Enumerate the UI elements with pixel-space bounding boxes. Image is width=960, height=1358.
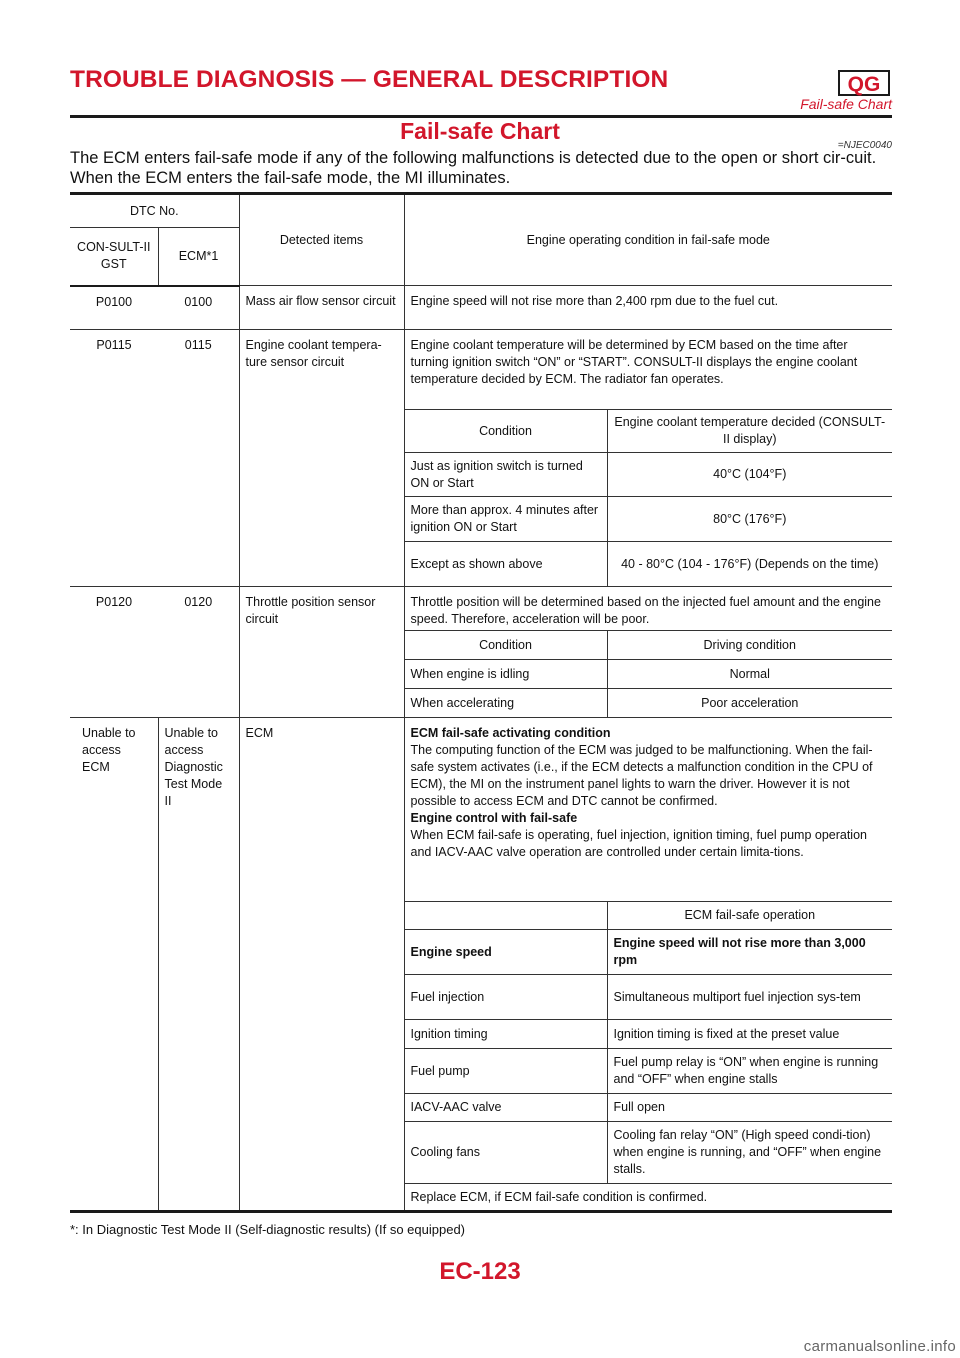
table-row <box>70 286 892 330</box>
sub-condition: Ignition timing <box>404 1020 607 1049</box>
sub-value: 40°C (104°F) <box>607 453 892 497</box>
header-subtitle: Fail-safe Chart <box>800 96 892 112</box>
sub-condition: Fuel injection <box>404 975 607 1020</box>
sub-value: Ignition timing is fixed at the preset value <box>607 1020 892 1049</box>
table-row <box>70 330 892 410</box>
detected-item: Throttle position sensor circuit <box>239 587 404 718</box>
table-row <box>70 587 892 631</box>
engine-condition-header: Engine operating condition in fail-safe mode <box>404 194 892 286</box>
dtc-ecm: 0120 <box>158 587 239 718</box>
sub-header-value: ECM fail-safe operation <box>607 902 892 930</box>
sub-value: Full open <box>607 1094 892 1122</box>
dtc-ecm: 0100 <box>158 286 239 330</box>
sub-value: Fuel pump relay is “ON” when engine is running and “OFF” when engine stalls <box>607 1049 892 1094</box>
sub-condition: Except as shown above <box>404 542 607 587</box>
fail-safe-table <box>70 192 892 1213</box>
dtc-consult: P0100 <box>70 286 158 330</box>
condition-text: Engine speed will not rise more than 2,400 rpm due to the fuel cut. <box>404 286 892 330</box>
sub-header-condition: Condition <box>404 410 607 453</box>
sub-header-condition: Condition <box>404 631 607 660</box>
dtc-header: DTC No. <box>70 194 239 228</box>
sub-header-condition <box>404 902 607 930</box>
ecm-activating-heading: ECM fail-safe activating condition <box>410 726 611 740</box>
sub-value: Poor acceleration <box>607 689 892 718</box>
section-code: =NJEC0040 <box>837 140 892 151</box>
engine-speed-value: Engine speed will not rise more than 3,000 rpm <box>613 936 866 967</box>
sub-condition: Cooling fans <box>404 1122 607 1184</box>
sub-value: Cooling fan relay “ON” (High speed condi-tion) when engine is running, and “OFF” when engine stalls. <box>607 1122 892 1184</box>
ecm-header: ECM*1 <box>158 228 239 286</box>
sub-condition: More than approx. 4 minutes after ignition ON or Start <box>404 497 607 542</box>
detected-item: Mass air flow sensor circuit <box>239 286 404 330</box>
sub-condition: IACV-AAC valve <box>404 1094 607 1122</box>
dtc-consult: P0120 <box>70 587 158 718</box>
consult-header: CON-SULT-II GST <box>70 228 158 286</box>
dtc-consult: P0115 <box>70 330 158 587</box>
intro-paragraph: The ECM enters fail-safe mode if any of the following malfunctions is detected due to the open or short cir-cuit. When the ECM enters the fail-safe mode, the MI illuminates. <box>70 149 877 187</box>
sub-header-value: Engine coolant temperature decided (CONSULT-II display) <box>607 410 892 453</box>
section-badge: QG <box>838 70 890 96</box>
engine-speed-label: Engine speed <box>410 944 492 959</box>
section-title: Fail-safe Chart <box>400 118 560 144</box>
sub-header-value: Driving condition <box>607 631 892 660</box>
sub-condition: When accelerating <box>404 689 607 718</box>
sub-value: 80°C (176°F) <box>607 497 892 542</box>
page-number: EC-123 <box>439 1258 521 1285</box>
condition-text: Throttle position will be determined based on the injected fuel amount and the engine speed. Therefore, acceleration will be poor. <box>404 587 892 631</box>
engine-control-heading: Engine control with fail-safe <box>410 811 578 825</box>
sub-condition: Just as ignition switch is turned ON or Start <box>404 453 607 497</box>
header-title: TROUBLE DIAGNOSIS — GENERAL DESCRIPTION <box>70 66 669 93</box>
dtc-ecm: Unable to access Diagnostic Test Mode II <box>158 718 239 1212</box>
footnote: *: In Diagnostic Test Mode II (Self-diagnostic results) (If so equipped) <box>70 1222 466 1237</box>
sub-condition <box>404 930 607 975</box>
sub-value: 40 - 80°C (104 - 176°F) (Depends on the time) <box>607 542 892 587</box>
ecm-activating-text: The computing function of the ECM was judged to be malfunctioning. When the fail-safe system activates (i.e., if the ECM detects a malfunction condition in the CPU of ECM), the MI on the instrument panel lights to warn the driver. However it is not possible to access ECM and DTC cannot be confirmed. <box>410 743 873 808</box>
sub-value <box>607 930 892 975</box>
sub-value: Normal <box>607 660 892 689</box>
condition-text <box>404 718 892 902</box>
table-row <box>70 718 892 902</box>
sub-value: Simultaneous multiport fuel injection sys-tem <box>607 975 892 1020</box>
replace-ecm-note: Replace ECM, if ECM fail-safe condition is confirmed. <box>404 1184 892 1212</box>
detected-items-header: Detected items <box>239 194 404 286</box>
sub-condition: When engine is idling <box>404 660 607 689</box>
sub-condition: Fuel pump <box>404 1049 607 1094</box>
condition-text: Engine coolant temperature will be determined by ECM based on the time after turning ignition switch “ON” or “START”. CONSULT-II displays the engine coolant temperature decided by ECM. The radiator fan operates. <box>404 330 892 410</box>
detected-item: ECM <box>239 718 404 1212</box>
detected-item: Engine coolant tempera-ture sensor circuit <box>239 330 404 587</box>
dtc-ecm: 0115 <box>158 330 239 587</box>
engine-control-text: When ECM fail-safe is operating, fuel injection, ignition timing, fuel pump operation and IACV-AAC valve operation are controlled under certain limita-tions. <box>410 828 867 859</box>
dtc-consult: Unable to access ECM <box>70 718 158 1212</box>
watermark: carmanualsonline.info <box>803 1338 956 1355</box>
